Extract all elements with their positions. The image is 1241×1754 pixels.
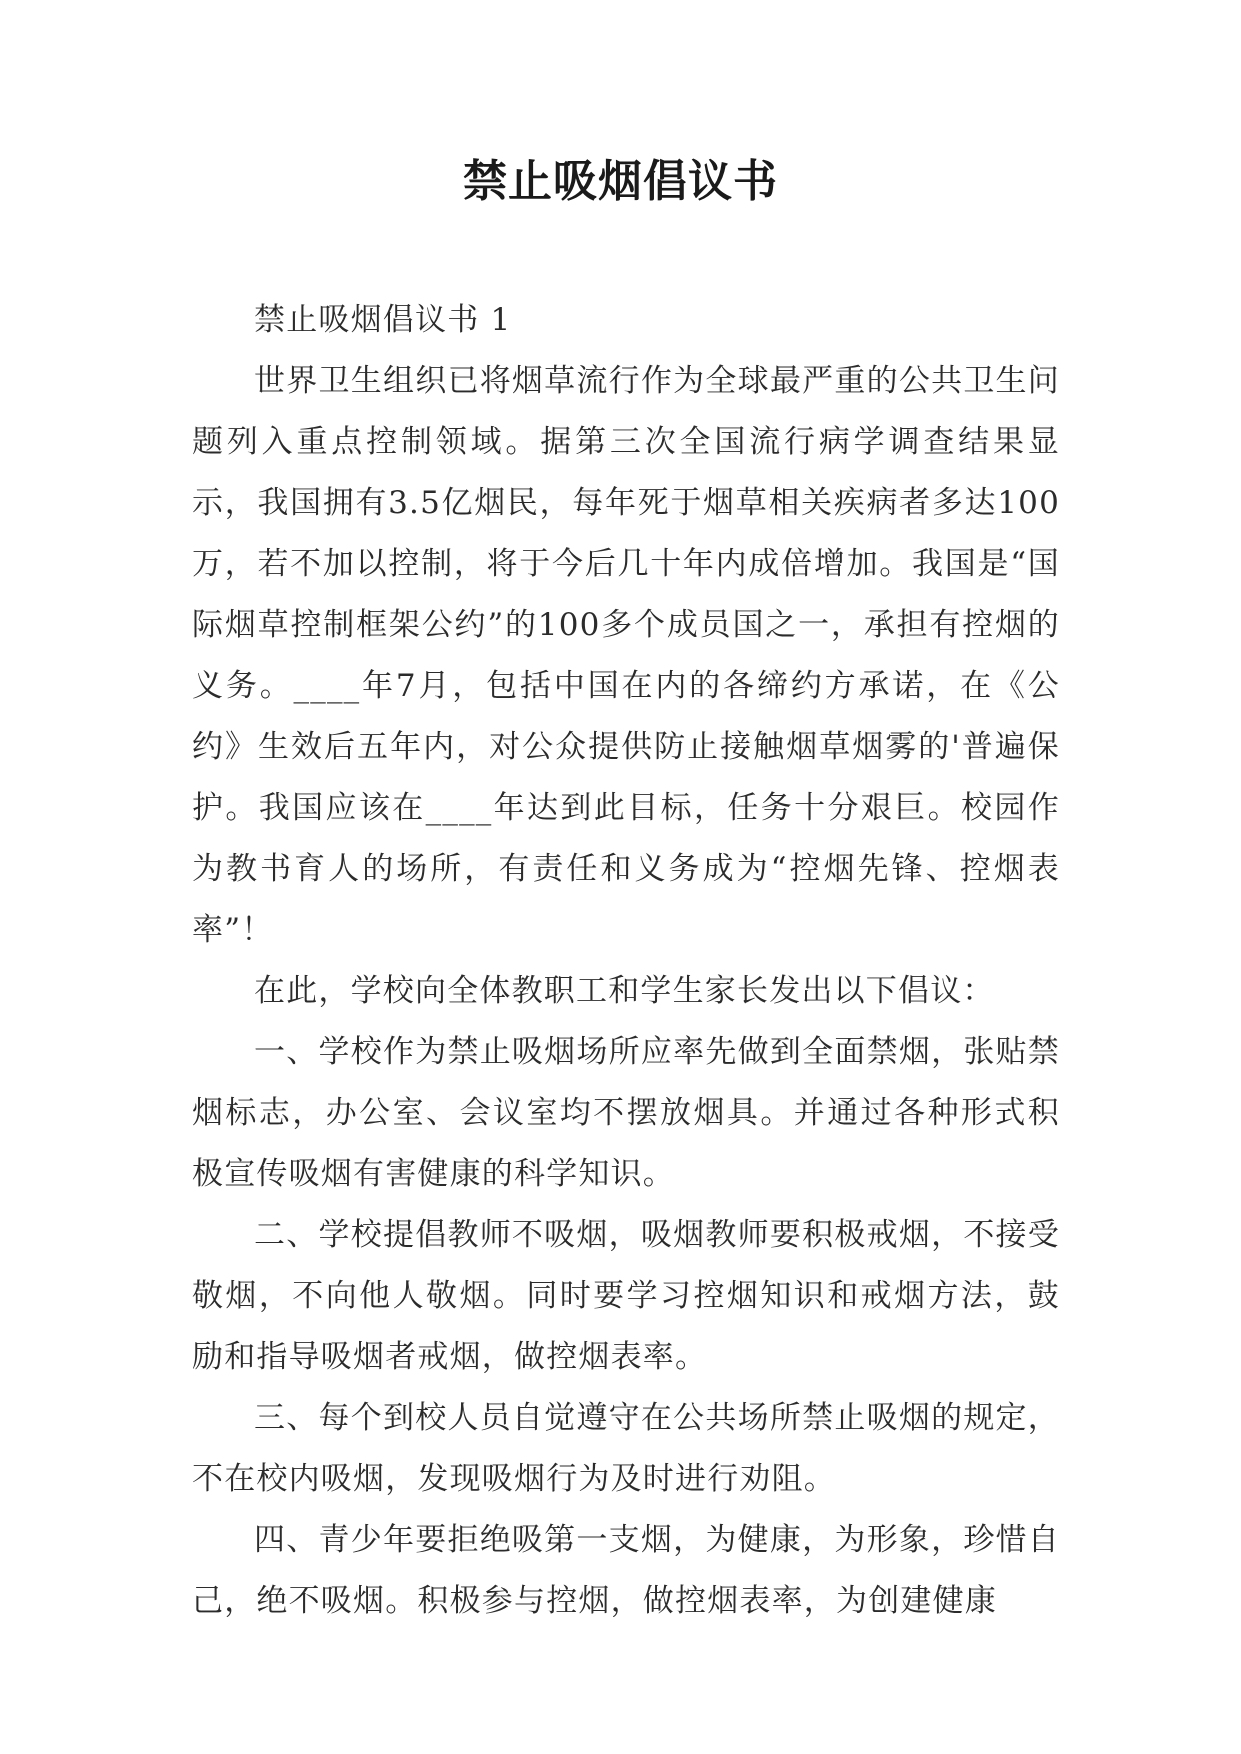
paragraph-item-1: 一、学校作为禁止吸烟场所应率先做到全面禁烟，张贴禁烟标志，办公室、会议室均不摆放烟具。并通过各种形式积极宣传吸烟有害健康的科学知识。: [192, 1034, 1060, 1192]
paragraph-item-3: 三、每个到校人员自觉遵守在公共场所禁止吸烟的规定，不在校内吸烟，发现吸烟行为及时进行劝阻。: [192, 1400, 1060, 1497]
document-body: [192, 290, 1060, 1632]
paragraph-intro: 世界卫生组织已将烟草流行作为全球最严重的公共卫生问题列入重点控制领域。据第三次全国流行病学调查结果显示，我国拥有3.5亿烟民，每年死于烟草相关疾病者多达100万，若不加以控制，将于今后几十年内成倍增加。我国是“国际烟草控制框架公约”的100多个成员国之一，承担有控烟的义务。____年7月，包括中国在内的各缔约方承诺，在《公约》生效后五年内，对公众提供防止接触烟草烟雾的'普遍保护。我国应该在____年达到此目标，任务十分艰巨。校园作为教书育人的场所，有责任和义务成为“控烟先锋、控烟表率”！: [192, 363, 1060, 948]
document-title: 禁止吸烟倡议书: [463, 156, 778, 207]
section-heading: 禁止吸烟倡议书 1: [254, 302, 512, 338]
paragraph-item-4: 四、青少年要拒绝吸第一支烟，为健康，为形象，珍惜自己，绝不吸烟。积极参与控烟，做控烟表率，为创建健康: [192, 1522, 1060, 1619]
paragraph-proposal-lead: 在此，学校向全体教职工和学生家长发出以下倡议：: [254, 973, 995, 1009]
paragraph-item-2: 二、学校提倡教师不吸烟，吸烟教师要积极戒烟，不接受敬烟，不向他人敬烟。同时要学习控烟知识和戒烟方法，鼓励和指导吸烟者戒烟，做控烟表率。: [192, 1217, 1060, 1375]
